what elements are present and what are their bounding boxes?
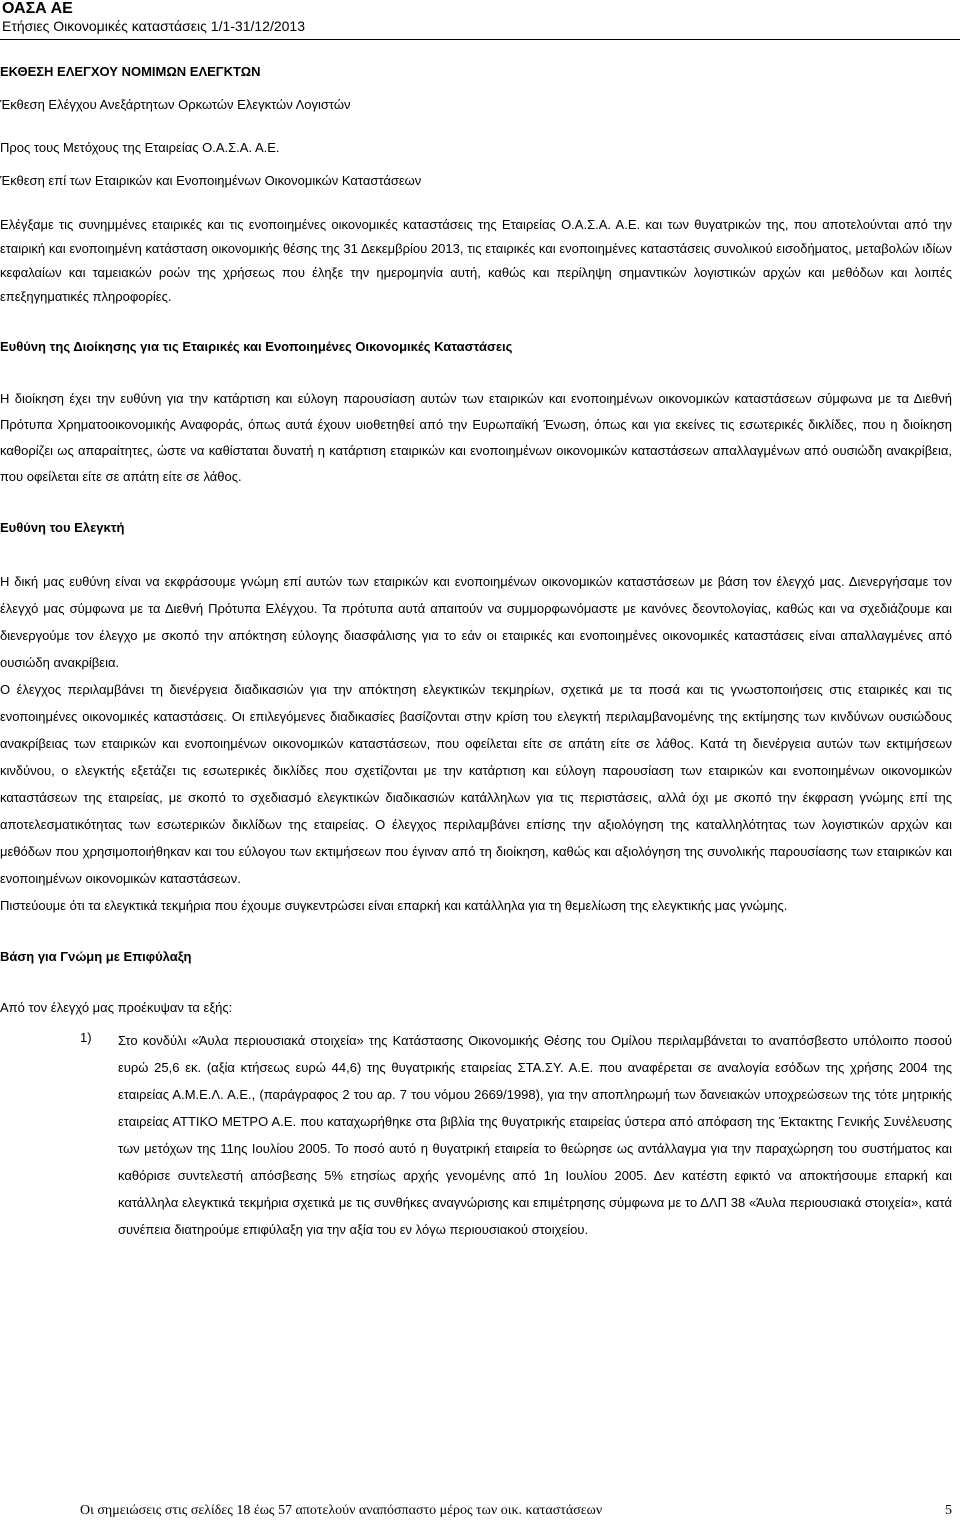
- auditor-heading: Ευθύνη του Ελεγκτή: [0, 520, 125, 535]
- auditor-paragraph-2: Ο έλεγχος περιλαμβάνει τη διενέργεια διαδικασιών για την απόκτηση ελεγκτικών τεκμηρίων, σχετικά με τα ποσά και τις γνωστοποιήσεις στις εταιρικές και τις ενοποιημένες οικονομικές καταστάσεις. Οι επιλεγόμενες διαδικασίες βασίζονται στην κρίση του ελεγκτή περιλαμβανομένης της εκτίμησης των κινδύνων ουσιώδους ανακρίβειας των εταιρικών και ενοποιημένων οικονομικών καταστάσεων, που οφείλεται είτε σε απάτη είτε σε λάθος. Κατά τη διενέργεια αυτών των εκτιμήσεων κινδύνου, ο ελεγκτής εξετάζει τις εσωτερικές δικλίδες που σχετίζονται με την κατάρτιση και εύλογη παρουσίαση των εταιρικών και ενοποιημένων οικονομικών καταστάσεων της εταιρείας, με σκοπό το σχεδιασμό ελεγκτικών διαδικασιών κατάλληλων για τις περιστάσεις, αλλά όχι με σκοπό την έκφραση γνώμης επί της αποτελεσματικότητας των εσωτερικών δικλίδων της εταιρείας. Ο έλεγχος περιλαμβάνει επίσης την αξιολόγηση της καταλληλότητας των λογιστικών αρχών και μεθόδων που χρησιμοποιήθηκαν και του εύλογου των εκτιμήσεων που έγιναν από τη διοίκηση, καθώς και αξιολόγηση της συνολικής παρουσίασης των εταιρικών και ενοποιημένων οικονομικών καταστάσεων.: [0, 682, 952, 886]
- basis-item-text: Στο κονδύλι «Άυλα περιουσιακά στοιχεία» της Κατάστασης Οικονομικής Θέσης του Ομίλου περιλαμβάνεται το αναπόσβεστο υπόλοιπο ποσού ευρώ 25,6 εκ. (αξία κτήσεως ευρώ 44,6) της θυγατρικής εταιρείας ΣΤΑ.ΣΥ. Α.Ε. που αναφέρεται σε αναλογία εσόδων της χρήσης 2004 της εταιρείας Α.Μ.Ε.Λ. Α.Ε., (παράγραφος 2 του αρ. 7 του νόμου 2669/1998), για την αποπληρωμή των δανειακών υποχρεώσεων της τότε μητρικής εταιρείας ΑΤΤΙΚΟ ΜΕΤΡΟ Α.Ε. που καταχωρήθηκε στα βιβλία της θυγατρικής εταιρείας ύστερα από απόφαση της Έκτακτης Γενικής Συνέλευσης των μετόχων της 11ης Ιουλίου 2005. Το ποσό αυτό η θυγατρική εταιρεία το θεώρησε ως αντάλλαγμα για την παραχώρηση του συστήματος και καθόρισε συντελεστή απόσβεσης 5% ετησίως αρχής γενομένης από 1η Ιουλίου 2005. Δεν κατέστη εφικτό να αποκτήσουμε επαρκή και κατάλληλα ελεγκτικά τεκμήρια σχετικά με τις συνθήκες αναγνώρισης και επιμέτρησης σύμφωνα με το ΔΛΠ 38 «Άυλα περιουσιακά στοιχεία», κατά συνέπεια διατηρούμε επιφύλαξη για την αξία του εν λόγω περιουσιακού στοιχείου.: [118, 1033, 952, 1237]
- footer-note: Οι σημειώσεις στις σελίδες 18 έως 57 αποτελούν αναπόσπαστο μέρος των οικ. καταστάσεων: [80, 1503, 603, 1518]
- basis-list: [0, 1027, 952, 1243]
- auditor-paragraph-1: Η δική μας ευθύνη είναι να εκφράσουμε γνώμη επί αυτών των εταιρικών και ενοποιημένων οικονομικών καταστάσεων με βάση τον έλεγχό μας. Διενεργήσαμε τον έλεγχό μας σύμφωνα με τα Διεθνή Πρότυπα Ελέγχου. Τα πρότυπα αυτά απαιτούν να συμμορφωνόμαστε με κανόνες δεοντολογίας, καθώς και να σχεδιάζουμε και διενεργούμε τον έλεγχο με σκοπό την απόκτηση εύλογης διασφάλισης για το εάν οι εταιρικές και ενοποιημένες οικονομικές καταστάσεις είναι απαλλαγμένες από ουσιώδη ανακρίβεια.: [0, 574, 952, 670]
- company-name: ΟΑΣΑ ΑΕ: [2, 0, 73, 17]
- basis-heading: Βάση για Γνώμη με Επιφύλαξη: [0, 949, 192, 964]
- report-title: ΕΚΘΕΣΗ ΕΛΕΓΧΟΥ ΝΟΜΙΜΩΝ ΕΛΕΓΚΤΩΝ: [0, 64, 261, 79]
- report-addressee: Προς τους Μετόχους της Εταιρείας Ο.Α.Σ.Α. Α.Ε.: [0, 140, 280, 155]
- basis-item-number: 1): [80, 1030, 92, 1045]
- document-subtitle: Ετήσιες Οικονομικές καταστάσεις 1/1-31/12/2013: [2, 18, 305, 34]
- intro-paragraph: Ελέγξαμε τις συνημμένες εταιρικές και τις ενοποιημένες οικονομικές καταστάσεις της Εταιρείας Ο.Α.Σ.Α. Α.Ε. και των θυγατρικών της, που αποτελούνται από την εταιρική και ενοποιημένη κατάσταση οικονομικής θέσης της 31 Δεκεμβρίου 2013, τις εταιρικές και ενοποιημένες καταστάσεις συνολικού εισοδήματος, μεταβολών ιδίων κεφαλαίων και ταμειακών ροών της χρήσεως που έληξε την ημερομηνία αυτή, καθώς και περίληψη σημαντικών λογιστικών αρχών και μεθόδων και λοιπές επεξηγηματικές πληροφορίες.: [0, 217, 952, 304]
- basis-intro: Από τον έλεγχό μας προέκυψαν τα εξής:: [0, 1000, 233, 1015]
- section-title: Έκθεση επί των Εταιρικών και Ενοποιημένων Οικονομικών Καταστάσεων: [0, 173, 422, 188]
- report-body: [0, 61, 952, 1243]
- management-paragraph: Η διοίκηση έχει την ευθύνη για την κατάρτιση και εύλογη παρουσίαση αυτών των εταιρικών και ενοποιημένων οικονομικών καταστάσεων σύμφωνα με τα Διεθνή Πρότυπα Χρηματοοικονομικής Αναφοράς, όπως αυτά έχουν υιοθετηθεί από την Ευρωπαϊκή Ένωση, όπως και για εκείνες τις εσωτερικές δικλίδες, που η διοίκηση καθορίζει ως απαραίτητες, ώστε να καθίσταται δυνατή η κατάρτιση εταιρικών και ενοποιημένων οικονομικών καταστάσεων απαλλαγμένων από ουσιώδη ανακρίβεια, που οφείλεται είτε σε απάτη είτε σε λάθος.: [0, 391, 952, 484]
- report-subtitle: Έκθεση Ελέγχου Ανεξάρτητων Ορκωτών Ελεγκτών Λογιστών: [0, 97, 351, 112]
- auditor-paragraph-3: Πιστεύουμε ότι τα ελεγκτικά τεκμήρια που έχουμε συγκεντρώσει είναι επαρκή και κατάλληλα για τη θεμελίωση της ελεγκτικής μας γνώμης.: [0, 898, 788, 913]
- page-number: 5: [945, 1503, 952, 1518]
- header-divider: [0, 39, 960, 40]
- management-heading: Ευθύνη της Διοίκησης για τις Εταιρικές και Ενοποιημένες Οικονομικές Καταστάσεις: [0, 339, 513, 354]
